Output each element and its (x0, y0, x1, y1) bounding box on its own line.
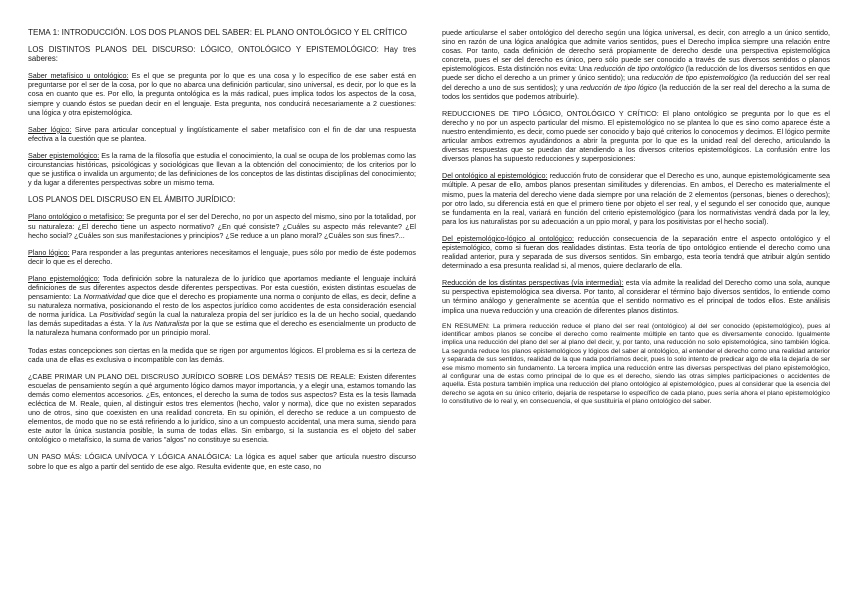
text-via-intermedia: esta vía admite la realidad del Derecho como una sola, aunque su perspectiva epistemológica sea diversa. Por tanto, al considerar el término bajo diversos sentidos, lo entiende como un término análogo y generalmente se acentúa que el sentido normativo es el principal de todos ellos. Este análisis implica una nueva reducción y una creación de diferentes planos distintos. (442, 278, 830, 315)
heading-tail: Hay tres saberes: (28, 45, 416, 64)
text-reducciones: El plano ontológico se pregunta por lo que es el derecho y no por un aspecto particular del mismo. El epistemológico no se plantea lo que es sino como aparece éste a nuestro entendimiento, es decir, como puede ser conocido y bajo qué criterios lo conocemos y decimos. El lógico permite articular ambos extremos ayudándonos a abrir la pregunta por lo que es la unidad real del derecho, articulando la diversas respuestas que se puedan dar atendiendo a los diversos criterios epistemológicos. La confusión entre los diversos planos ha supuesto reducciones y superposiciones: (442, 108, 831, 164)
document-title: TEMA 1: INTRODUCCIÓN. LOS DOS PLANOS DEL SABER: EL PLANO ONTOLÓGICO Y EL CRÍTICO (28, 28, 407, 37)
text-plano-epistemologico-c: según la cual la naturaleza propia del ser jurídico es la de un hecho social, quedando las demás supeditadas a ésta. Y la (28, 310, 416, 329)
text-plano-epistemologico-a: Toda definición sobre la naturaleza de lo jurídico que aportamos mediante el lenguaje incluirá definiciones de sus diferentes aspectos desde diferentes perspectivas. Por esta cuestión, existen distintas escuelas de pensamiento: La (28, 273, 416, 302)
text-saber-epistemologico: Es la rama de la filosofía que estudia el conocimiento, la cual se ocupa de los problemas como las circunstancias históricas, psicológicas y sociológicas que llevan a la obtención del conocimiento; de los criterios por lo que se justifica o invalida un argumento; de las definiciones de los conceptos de las distintas disciplinas del conocimiento; y da lugar a diferentes perspectivas sobre un mismo tema. (28, 150, 416, 188)
paragraph-resumen (442, 323, 830, 407)
text-saber-logico: Sirve para articular conceptual y lingüísticamente el saber metafísico con el fin de dar una respuesta efectiva a la cuestión que se plantea. (28, 124, 416, 143)
heading-tesis-reale: ¿CABE PRIMAR UN PLANO DEL DISCRUSO JURÍDICO SOBRE LOS DEMÁS? TESIS DE REALE: (28, 371, 356, 381)
text-logica-analogica: La lógica es aquel saber que articula nuestro discurso sobre lo que es algo a partir del sentido de ese algo. Resulta evidente que, en este caso, no (28, 452, 416, 471)
paragraph-logica-analogica (28, 452, 416, 470)
label-saber-metafisico: Saber metafísico u ontológico: (28, 71, 129, 81)
heading-text: LOS DISTINTOS PLANOS DEL DISCURSO: LÓGICO, ONTOLÓGICO Y EPISTEMOLÓGICO: (28, 45, 379, 55)
term-ius-naturalista: Ius Naturalista (142, 319, 189, 329)
paragraph-via-intermedia (442, 278, 830, 314)
paragraph-plano-epistemologico (28, 274, 416, 338)
text-epistemologico-ontologico: reducción consecuencia de la separación entre el aspecto ontológico y el epistemológico, como si fueran dos realidades distintas. Esta teoría de tipo ontológico entiende el derecho como una realidad anterior, pura y separada de sus diversos sentidos. Sin embargo, esta teoría tendrá que atribuir algún sentido determinado a esa presunta realidad si, al menos, quiere declararlo de ella. (442, 233, 830, 271)
paragraph-saber-logico (28, 125, 416, 143)
term-positividad: Positividad (99, 310, 135, 320)
label-ontologico-epistemologico: Del ontológico al epistemológico: (442, 171, 548, 181)
right-column (442, 28, 830, 415)
paragraph-continuation (442, 28, 830, 101)
text-continuation-a: puede articularse el saber ontológico del derecho según una lógica universal, es decir, con arreglo a un único sentido, sino en razón de una lógica analógica que admite varios sentidos, pues el Derecho implica siempre una relación entre cosas. Por tanto, cada definición de derecho será propiamente de derecho desde una perspectiva epistemológica concreta, pues el ser del derecho es único, pero sólo puede ser conocido a través de sus diversos sentidos o planos epistemológicos. Esta distinción nos evita: Una (442, 28, 830, 74)
text-tesis-reale: Existen diferentes escuelas de pensamiento según a qué argumento lógico damos mayor importancia, y a elegir una, estamos tomando las demás como elementos accesorios. ¿Es, entonces, el derecho la suma de todos sus aspectos? Esta es la tesis llamada ecléctica de M. Reale, quien, al distinguir estos tres elementos (hecho, valor y norma), dice que no existen separados uno de otros, sino que coexisten en una realidad concreta. En su opinión, el derecho se reduce a un compuesto de elementos, de modo que no se está refiriendo a lo jurídico, sino a un compuesto accidental, una mera suma, siendo para este autor la única sustancia posible, la suma de todas ellas. Sin embargo, si la sustancia es el objeto del saber ontológico o metafísico, la suma de varios "algos" no constituye su esencia. (28, 371, 416, 445)
term-tipo-logico: reducción de tipo lógico (580, 82, 657, 92)
text-resumen: La primera reducción reduce el plano del ser real (ontológico) al del ser conocido (epistemológico), pues al identificar ambos planos se concibe el derecho como realmente múltiple en tanto que es diversamente conocido. Igualmente implica una reducción del plano del ser al plano del decir, y, por tanto, una reducción no solo epistemológica, sino también lógica. La segunda reduce los planos epistemológicos y lógicos del saber al ontológico, al entender el derecho como una realidad anterior y separada de sus sentidos, realidad de la que nada podríamos decir, pues lo solo intento de predicar algo de ella la dejaría de ser ese mismo momento sin fundamento. La tercera implica una reducción entre las diversas perspectivas del plano epistemológico, al configurar una de estas como principal de lo que es el derecho, siendo las otras simples participaciones o accidentes de aquella. Esta postura también implica una reducción del plano ontológico al epistemológico, pues al considerar que la esencia del derecho se agota en su único criterio, dejaría de respetarse lo específico de cada plano, pues sería ahora el plano epistemológico lo constitutivo de lo real y, en consecuencia, el que sustituiría el plano ontológico del saber. (442, 322, 830, 406)
text-continuation-b: (la reducción de los diversos sentidos en que puede ser dicho el derecho a un primer y único sentido); una (442, 64, 830, 83)
paragraph-concepciones: Todas estas concepciones son ciertas en la medida que se rigen por argumentos lógicos. El problema es si la certeza de cada una de ellas es exclusiva o incompatible con las demás. (28, 345, 416, 364)
label-via-intermedia: Reducción de los distintas perspectivas (vía intermedia): (442, 278, 624, 288)
text-plano-logico: Para responder a las preguntas anteriores necesitamos el lenguaje, pues sólo por medio de éste podemos decir lo que es el derecho. (28, 247, 416, 266)
term-tipo-epistemologico: reducción de tipo epistemológico (641, 73, 748, 83)
section-heading-juridico: LOS PLANOS DEL DISCRUSO EN EL ÁMBITO JURÍDICO: (28, 195, 236, 205)
section-heading-planos (28, 45, 416, 63)
paragraph-plano-logico (28, 248, 416, 266)
paragraph-ontologico-epistemologico (442, 171, 830, 226)
label-plano-logico: Plano lógico: (28, 247, 70, 257)
text-continuation-c: (la reducción del ser real del derecho a uno de sus sentidos); y una (442, 73, 830, 92)
paragraph-tesis-reale (28, 372, 416, 445)
text-plano-epistemologico-b: que dice que el derecho es propiamente una norma o conjunto de ellas, es decir, define a su naturaleza normativa, posicionando el resto de los aspectos jurídico como accidentes de esta consideración esencial de norma jurídica. La (28, 292, 416, 320)
paragraph-epistemologico-ontologico (442, 234, 830, 270)
text-plano-epistemologico-d: por la que se estima que el derecho es esencialmente un producto de la naturaleza humana conformado por un principio moral. (28, 319, 416, 338)
term-tipo-ontologico: reducción de tipo ontológico (594, 64, 684, 74)
label-plano-epistemologico: Plano epistemológico: (28, 273, 100, 283)
paragraph-saber-epistemologico (28, 151, 416, 187)
label-resumen: EN RESUMEN: (442, 322, 490, 330)
paragraph-reducciones (442, 109, 830, 164)
term-normatividad: Normatividad (83, 292, 126, 302)
label-epistemologico-ontologico: Del epistemológico-lógico al ontológico: (442, 233, 574, 243)
paragraph-saber-metafisico (28, 71, 416, 116)
text-continuation-d: (la reducción de la ser real del derecho a la suma de todos los sentidos que podemos atribuirle). (442, 82, 830, 101)
text-saber-metafisico: Es el que se pregunta por lo que es una cosa y lo específico de ese saber está en preguntarse por el ser de la cosa, por lo que no abarca una definición particular, sino universal, es decir, por lo que es la cosa en cuanto que es. Por ello, la pregunta ontológica es la más radical, pues implica todos los aspectos de la cosa, siempre y cuando éstos se puedan decir en el lenguaje. Esta pregunta, nos conducirá necesariamente a 2 cuestiones: una lógica y otra epistemológica. (28, 71, 417, 117)
paragraph-plano-ontologico (28, 212, 416, 239)
heading-reducciones: REDUCCIONES DE TIPO LÓGICO, ONTOLÓGICO Y CRÍTICO: (442, 108, 659, 118)
label-plano-ontologico: Plano ontológico o metafísico: (28, 212, 125, 222)
label-saber-logico: Saber lógico: (28, 124, 72, 134)
label-saber-epistemologico: Saber epistemológico: (28, 150, 100, 160)
text-ontologico-epistemologico: reducción fruto de considerar que el Derecho es uno, aunque epistemológicamente sea múltiple. A pesar de ello, ambos planos presentan similitudes y diferencias. En ambos, el Derecho es materialmente el mismo, pues la materia del derecho viene dada siempre por una relación de 2 elementos (personas, bienes o derechos); por otro lado, su diferencia está en que el primero tiene por objeto el ser real, y el segundo el ser conocido que, aunque se fundamenta en la real, variará en función del criterio epistemológico (para los normativistas vendrá dada por la ley, para los ius naturalistas por su adecuación a un ppio moral, y para los positivistas por el hecho social). (442, 171, 830, 226)
text-plano-ontologico: Se pregunta por el ser del Derecho, no por un aspecto del mismo, sino por la totalidad, por su naturaleza: ¿El derecho tiene un aspecto normativo? ¿En qué consiste? ¿Cuáles su aspecto más relevante? ¿El hecho social? ¿Cuáles son sus manifestaciones y principios? ¿Se reduce a un plano moral? ¿Cuáles son sus fines?... (28, 212, 416, 240)
left-column (28, 28, 416, 479)
heading-logica-analogica: UN PASO MÁS: LÓGICA UNÍVOCA Y LÓGICA ANALÓGICA: (28, 452, 232, 462)
